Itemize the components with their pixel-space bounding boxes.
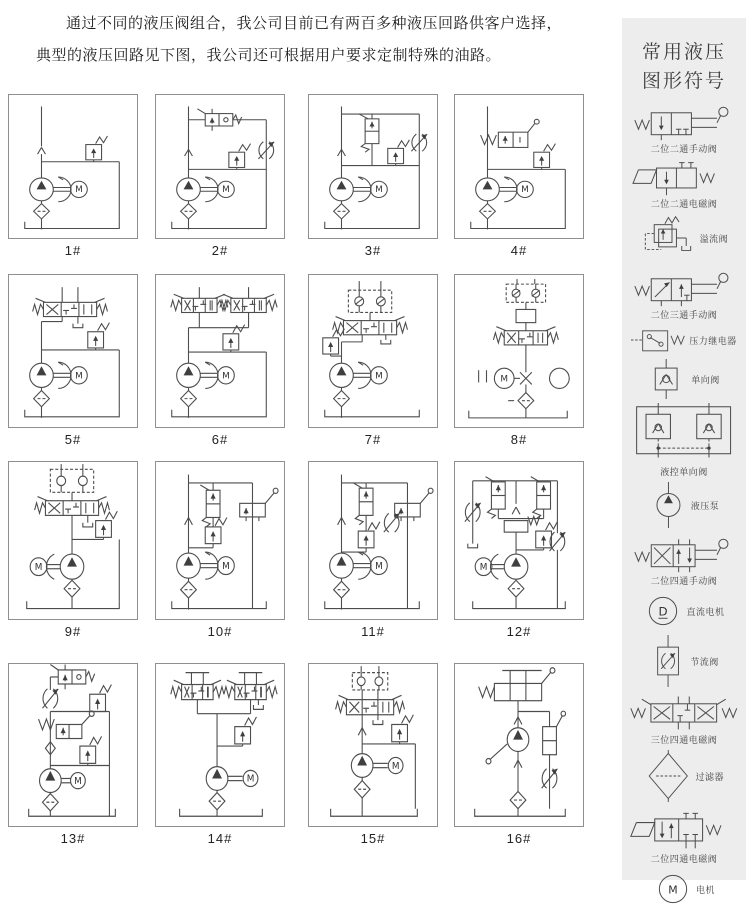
- circuit-cell-14: [155, 663, 285, 846]
- pilot-check-valve-icon: [631, 403, 736, 465]
- throttle-valve-icon: [649, 635, 687, 687]
- symbol-item: [622, 403, 746, 478]
- legend-title-line-1: 常用液压: [641, 42, 726, 63]
- symbol-label: 过滤器: [695, 771, 725, 782]
- circuit-11-diagram: [308, 461, 438, 620]
- circuit-cell-8: [454, 274, 584, 447]
- circuit-label: 13#: [60, 831, 86, 846]
- valve-2-4-solenoid-icon: [629, 806, 739, 852]
- circuit-cell-5: [8, 274, 138, 447]
- svg-text:M: M: [246, 773, 255, 785]
- svg-text:M: M: [222, 561, 230, 572]
- svg-text:M: M: [34, 562, 43, 573]
- symbol-item: [622, 325, 746, 355]
- symbol-item: [622, 635, 746, 687]
- circuit-cell-4: [454, 94, 584, 258]
- symbol-label: 节流阀: [690, 656, 719, 667]
- circuit-cell-16: [454, 663, 584, 846]
- circuit-row-2: [8, 274, 614, 447]
- circuit-2-diagram: [155, 94, 285, 239]
- valve-2-3-manual-icon: [633, 266, 735, 308]
- symbol-item: [622, 482, 746, 528]
- intro-line-2: 典型的液压回路见下图，我公司还可根据用户要求定制特殊的油路。: [36, 47, 502, 64]
- symbol-item: [622, 750, 746, 802]
- circuit-cell-7: [308, 274, 438, 447]
- circuit-label: 6#: [211, 432, 229, 447]
- circuit-label: 8#: [510, 432, 528, 447]
- circuit-cell-15: [308, 663, 438, 846]
- symbol-item: [622, 869, 746, 909]
- symbol-item: [622, 532, 746, 587]
- filter-icon: [644, 750, 693, 802]
- circuit-16-drawing: [455, 664, 583, 826]
- circuit-13-diagram: [8, 663, 138, 827]
- circuit-label: 15#: [360, 831, 386, 846]
- symbol-label: 直流电机: [686, 606, 725, 617]
- circuit-13-drawing: [9, 664, 137, 826]
- circuit-1-drawing: [9, 95, 137, 238]
- circuit-7-diagram: [308, 274, 438, 428]
- circuit-label: 9#: [64, 624, 82, 639]
- symbol-label: 二位二通手动阀: [650, 144, 718, 154]
- circuit-cell-3: [308, 94, 438, 258]
- circuit-label: 11#: [361, 624, 385, 639]
- circuit-9-diagram: [8, 461, 138, 620]
- circuit-1-diagram: [8, 94, 138, 239]
- circuit-label: 10#: [207, 624, 233, 639]
- pressure-relay-icon: [631, 325, 686, 355]
- circuit-8-diagram: [454, 274, 584, 428]
- svg-text:M: M: [222, 371, 230, 382]
- valve-2-2-manual-icon: [633, 100, 735, 142]
- svg-text:M: M: [375, 561, 383, 572]
- circuit-label: 2#: [211, 243, 229, 258]
- circuit-4-diagram: [454, 94, 584, 239]
- circuit-cell-2: [155, 94, 285, 258]
- circuit-15-diagram: [308, 663, 438, 827]
- symbol-label: 二位四通电磁阀: [650, 854, 718, 864]
- legend-title-line-2: 图形符号: [641, 71, 726, 92]
- valve-3-4-solenoid-icon: [629, 691, 739, 733]
- symbol-legend-panel: [622, 18, 746, 897]
- symbol-label: 二位四通手动阀: [650, 576, 718, 586]
- circuit-2-drawing: [156, 95, 284, 238]
- symbol-item: [622, 591, 746, 631]
- svg-text:M: M: [391, 760, 400, 772]
- valve-2-4-manual-icon: [633, 532, 735, 574]
- circuit-6-drawing: [156, 275, 284, 427]
- symbol-label: 单向阀: [691, 374, 720, 385]
- symbol-label: 电机: [695, 884, 715, 895]
- symbol-label: 液压泵: [690, 500, 720, 511]
- svg-text:M: M: [521, 185, 529, 196]
- legend-title: [622, 38, 746, 96]
- circuit-5-diagram: [8, 274, 138, 428]
- circuit-label: 7#: [364, 432, 382, 447]
- symbol-label: 液控单向阀: [660, 467, 708, 477]
- svg-text:M: M: [479, 562, 488, 573]
- circuit-3-diagram: [308, 94, 438, 239]
- svg-text:D: D: [658, 604, 669, 619]
- circuit-label: 14#: [207, 831, 233, 846]
- circuit-16-diagram: [454, 663, 584, 827]
- relief-valve-icon: [640, 214, 697, 262]
- circuit-grid: [8, 94, 614, 846]
- circuit-label: 1#: [64, 243, 82, 258]
- circuit-8-drawing: [455, 275, 583, 427]
- circuit-cell-6: [155, 274, 285, 447]
- circuit-9-drawing: [9, 462, 137, 619]
- valve-2-2-solenoid-icon: [633, 159, 734, 197]
- svg-text:M: M: [75, 371, 83, 382]
- circuit-row-3: [8, 461, 614, 639]
- hydraulic-pump-icon: [649, 482, 688, 528]
- circuit-4-drawing: [455, 95, 583, 238]
- symbol-item: [622, 266, 746, 321]
- symbol-label: 二位三通手动阀: [650, 310, 718, 320]
- circuit-7-drawing: [309, 275, 437, 427]
- circuit-cell-12: [454, 461, 584, 639]
- svg-text:M: M: [500, 374, 509, 385]
- symbol-item: [622, 691, 746, 746]
- circuit-cell-9: [8, 461, 138, 639]
- circuit-12-drawing: [455, 462, 583, 619]
- svg-text:M: M: [222, 185, 230, 196]
- circuit-14-drawing: [156, 664, 284, 826]
- symbol-label: 溢流阀: [699, 233, 729, 244]
- symbol-label: 三位四通电磁阀: [650, 735, 718, 745]
- circuit-cell-10: [155, 461, 285, 639]
- symbol-item: [622, 100, 746, 155]
- circuit-label: 12#: [506, 624, 532, 639]
- circuit-label: 16#: [506, 831, 532, 846]
- circuit-14-diagram: [155, 663, 285, 827]
- symbol-item: [622, 359, 746, 399]
- symbol-item: [622, 159, 746, 210]
- circuit-row-1: [8, 94, 614, 258]
- circuit-5-drawing: [9, 275, 137, 427]
- check-valve-icon: [648, 359, 688, 399]
- circuit-cell-11: [308, 461, 438, 639]
- symbol-item: [622, 806, 746, 865]
- circuit-label: 4#: [510, 243, 528, 258]
- circuit-15-drawing: [309, 664, 437, 826]
- circuit-label: 3#: [364, 243, 382, 258]
- svg-text:M: M: [75, 185, 83, 196]
- circuit-cell-1: [8, 94, 138, 258]
- svg-text:M: M: [668, 883, 678, 897]
- circuit-6-diagram: [155, 274, 285, 428]
- circuit-cell-13: [8, 663, 138, 846]
- svg-text:M: M: [375, 185, 383, 196]
- svg-text:M: M: [375, 371, 383, 382]
- intro-paragraph: [36, 8, 622, 72]
- circuit-3-drawing: [309, 95, 437, 238]
- symbol-item: [622, 214, 746, 262]
- circuit-label: 5#: [64, 432, 82, 447]
- circuit-10-drawing: [156, 462, 284, 619]
- circuit-12-diagram: [454, 461, 584, 620]
- dc-motor-icon: [643, 591, 683, 631]
- circuit-row-4: [8, 663, 614, 846]
- circuit-11-drawing: [309, 462, 437, 619]
- svg-text:M: M: [74, 775, 82, 788]
- motor-icon: [653, 869, 693, 909]
- symbol-label: 压力继电器: [689, 335, 737, 346]
- circuit-10-diagram: [155, 461, 285, 620]
- intro-line-1: 通过不同的液压阀组合，我公司目前已有两百多种液压回路供客户选择，: [66, 15, 563, 32]
- symbol-label: 二位二通电磁阀: [650, 199, 718, 209]
